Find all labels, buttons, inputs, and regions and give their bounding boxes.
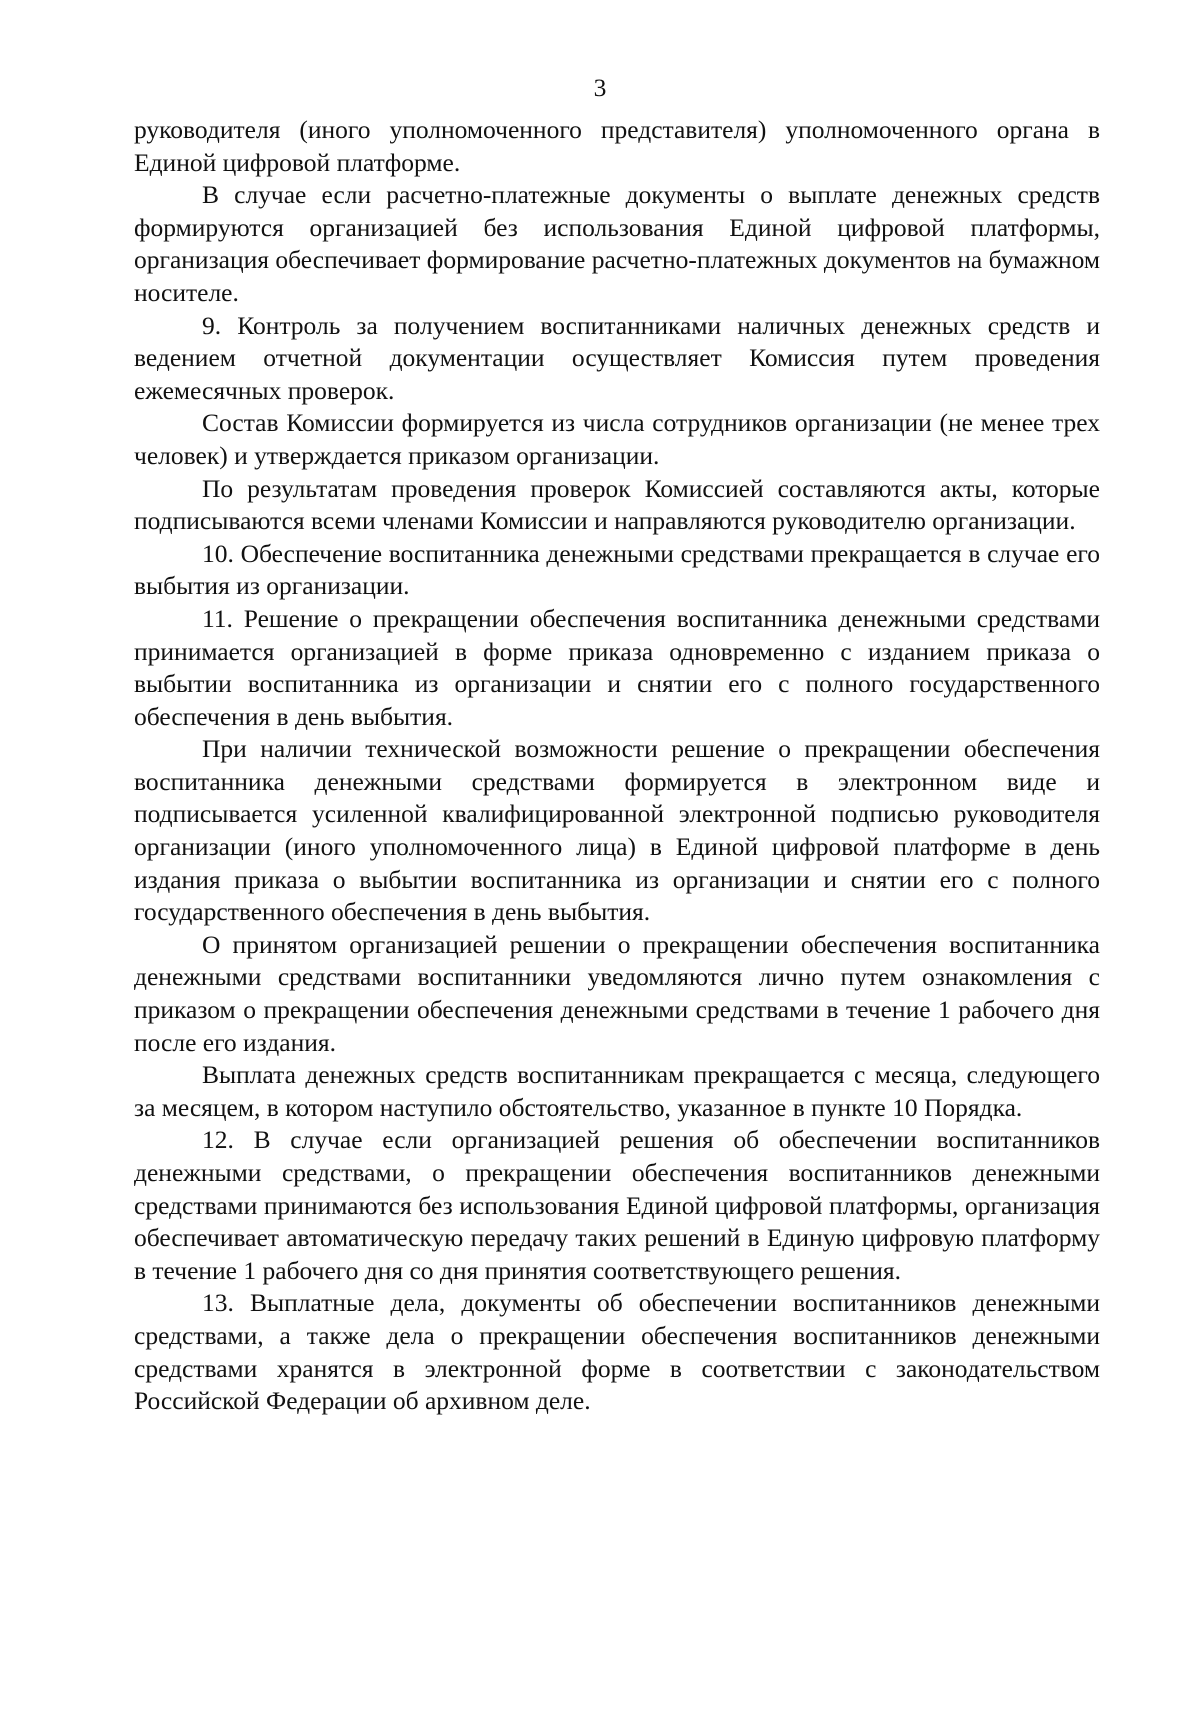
paragraph-item-9: 9. Контроль за получением воспитанниками наличных денежных средств и ведением отчетной документации осуществляет Комиссия путем проведения ежемесячных проверок. <box>134 310 1100 405</box>
document-body <box>134 114 1100 1418</box>
paragraph: Выплата денежных средств воспитанникам прекращается с месяца, следующего за месяцем, в котором наступило обстоятельство, указанное в пункте 10 Порядка. <box>134 1060 1100 1122</box>
paragraph: Состав Комиссии формируется из числа сотрудников организации (не менее трех человек) и утверждается приказом организации. <box>134 408 1100 470</box>
paragraph-item-10: 10. Обеспечение воспитанника денежными средствами прекращается в случае его выбытия из организации. <box>134 538 1100 601</box>
paragraph: О принятом организацией решении о прекращении обеспечения воспитанника денежными средствами воспитанники уведомляются лично путем ознакомления с приказом о прекращении обеспечения денежными средствами в течение 1 рабочего дня после его издания. <box>134 929 1100 1057</box>
paragraph-item-12: 12. В случае если организацией решения об обеспечении воспитанников денежными средствами, о прекращении обеспечения воспитанников денежными средствами принимаются без использования Единой цифровой платформы, организация обеспечивает автоматическую передачу таких решений в Единую цифровую платформу в течение 1 рабочего дня со дня принятия соответствующего решения. <box>134 1125 1100 1285</box>
page-number: 3 <box>593 73 607 102</box>
paragraph-item-11: 11. Решение о прекращении обеспечения воспитанника денежными средствами принимается организацией в форме приказа одновременно с изданием приказа о выбытии воспитанника из организации и снятии его с полного государственного обеспечения в день выбытия. <box>134 603 1100 731</box>
paragraph: В случае если расчетно-платежные документы о выплате денежных средств формируются организацией без использования Единой цифровой платформы, организация обеспечивает формирование расчетно-платежных документов на бумажном носителе. <box>134 180 1100 307</box>
paragraph: При наличии технической возможности решение о прекращении обеспечения воспитанника денежными средствами формируется в электронном виде и подписывается усиленной квалифицированной электронной подписью руководителя организации (иного уполномоченного лица) в Единой цифровой платформе в день издания приказа о выбытии воспитанника из организации и снятии его с полного государственного обеспечения в день выбытия. <box>134 734 1100 927</box>
paragraph: руководителя (иного уполномоченного представителя) уполномоченного органа в Единой цифровой платформе. <box>134 115 1100 177</box>
paragraph: По результатам проведения проверок Комиссией составляются акты, которые подписываются всеми членами Комиссии и направляются руководителю организации. <box>134 473 1100 536</box>
paragraph-item-13: 13. Выплатные дела, документы об обеспечении воспитанников денежными средствами, а также дела о прекращении обеспечения воспитанников денежными средствами хранятся в электронной форме в соответствии с законодательством Российской Федерации об архивном деле. <box>134 1288 1100 1416</box>
